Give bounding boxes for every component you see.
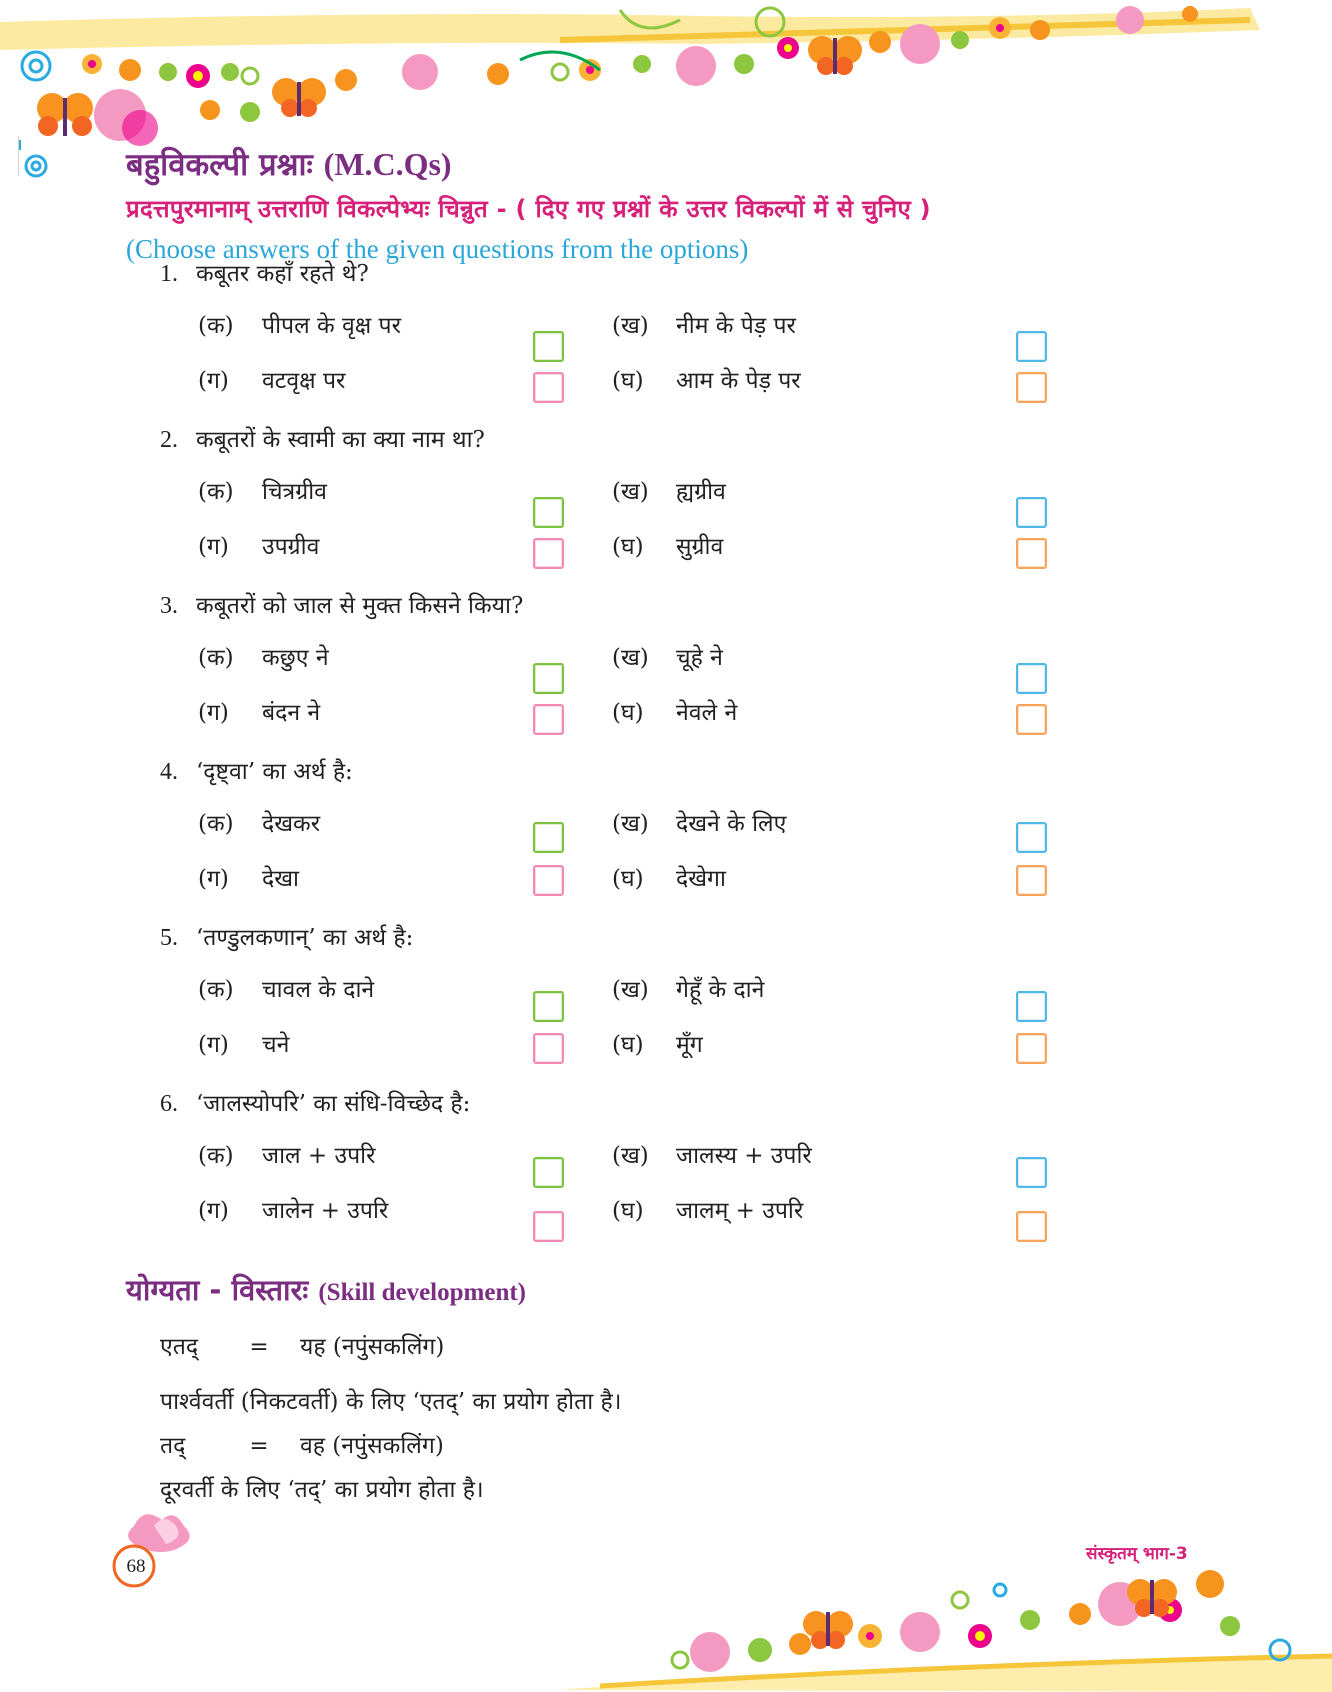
option-k (198, 474, 327, 506)
mcq-heading-hindi: बहुविकल्पी प्रश्नाः (126, 147, 313, 183)
answer-checkbox-gh[interactable] (1016, 704, 1047, 735)
option-g (198, 695, 320, 727)
book-label: संस्कृतम् भाग-3 (1086, 1544, 1188, 1564)
option-mark: (ख) (612, 479, 649, 505)
skill-term: एतद् (160, 1334, 199, 1360)
option-text: जालस्य + उपरि (676, 1143, 812, 1169)
question-text: ‘जालस्योपरि’ का संधि-विच्छेद है: (196, 1091, 471, 1117)
question-5 (160, 920, 413, 952)
question-text: कबूतरों को जाल से मुक्त किसने किया? (196, 593, 524, 619)
option-mark: (क) (198, 977, 234, 1003)
option-text: बंदन ने (262, 700, 321, 726)
answer-checkbox-kh[interactable] (1016, 822, 1047, 853)
answer-checkbox-k[interactable] (533, 1157, 564, 1188)
option-mark: (ग) (198, 534, 229, 560)
option-mark: (क) (198, 811, 234, 837)
answer-checkbox-k[interactable] (533, 822, 564, 853)
answer-checkbox-gh[interactable] (1016, 538, 1047, 569)
answer-checkbox-gh[interactable] (1016, 372, 1047, 403)
option-g (198, 1027, 289, 1059)
option-text: देखकर (262, 811, 321, 837)
answer-checkbox-gh[interactable] (1016, 865, 1047, 896)
skill-term: तद् (160, 1433, 186, 1459)
option-mark: (घ) (612, 700, 644, 726)
mcq-heading (126, 143, 452, 185)
skill-line-etad-usage: पार्श्ववर्ती (निकटवर्ती) के लिए ‘एतद्’ का प्रयोग होता है। (160, 1389, 622, 1415)
option-text: ह्यग्रीव (676, 479, 726, 505)
question-2 (160, 422, 485, 454)
option-text: कछुए ने (262, 645, 329, 671)
answer-checkbox-kh[interactable] (1016, 497, 1047, 528)
option-text: आम के पेड़ पर (676, 368, 801, 394)
question-text: ‘तण्डुलकणान्’ का अर्थ है: (196, 925, 414, 951)
option-mark: (ग) (198, 1198, 229, 1224)
option-gh (612, 1193, 803, 1225)
answer-checkbox-kh[interactable] (1016, 1157, 1047, 1188)
option-mark: (क) (198, 479, 234, 505)
answer-checkbox-kh[interactable] (1016, 663, 1047, 694)
skill-definition: वह (नपुंसकलिंग) (300, 1433, 444, 1459)
option-mark: (घ) (612, 1198, 644, 1224)
skill-heading-english: (Skill development) (318, 1279, 527, 1306)
option-text: चित्रग्रीव (262, 479, 327, 505)
option-k (198, 640, 329, 672)
option-text: देखेगा (676, 866, 726, 892)
question-1 (160, 256, 369, 288)
option-mark: (ख) (612, 645, 649, 671)
answer-checkbox-g[interactable] (533, 865, 564, 896)
question-3 (160, 588, 523, 620)
option-text: देखने के लिए (676, 811, 787, 837)
option-text: चूहे ने (676, 645, 723, 671)
option-text: जालम् + उपरि (676, 1198, 804, 1224)
answer-checkbox-gh[interactable] (1016, 1211, 1047, 1242)
bottom-decorative-banner (560, 1570, 1332, 1692)
option-text: चने (262, 1032, 290, 1058)
answer-checkbox-gh[interactable] (1016, 1033, 1047, 1064)
question-text: कबूतरों के स्वामी का क्या नाम था? (196, 427, 485, 453)
option-kh (612, 640, 723, 672)
option-mark: (घ) (612, 866, 644, 892)
option-k (198, 972, 374, 1004)
option-mark: (ग) (198, 700, 229, 726)
option-kh (612, 806, 786, 838)
option-text: सुग्रीव (676, 534, 724, 560)
option-text: गेहूँ के दाने (676, 977, 765, 1003)
question-text: ‘दृष्ट्वा’ का अर्थ है: (196, 759, 353, 785)
skill-line-tad (160, 1428, 444, 1460)
option-g (198, 1193, 388, 1225)
answer-checkbox-g[interactable] (533, 1033, 564, 1064)
question-number: 4. (160, 759, 178, 785)
question-4 (160, 754, 353, 786)
option-gh (612, 363, 801, 395)
skill-line-etad (160, 1329, 444, 1361)
option-text: जाल + उपरि (262, 1143, 376, 1169)
option-mark: (ग) (198, 368, 229, 394)
skill-definition: यह (नपुंसकलिंग) (300, 1334, 445, 1360)
butterfly-icon (37, 93, 93, 136)
skill-line-tad-usage: दूरवर्ती के लिए ‘तद्’ का प्रयोग होता है। (160, 1477, 484, 1503)
answer-checkbox-g[interactable] (533, 704, 564, 735)
option-g (198, 861, 299, 893)
option-k (198, 806, 320, 838)
option-kh (612, 1138, 812, 1170)
option-text: नेवले ने (676, 700, 738, 726)
option-text: उपग्रीव (262, 534, 320, 560)
option-mark: (घ) (612, 534, 644, 560)
option-mark: (क) (198, 645, 234, 671)
answer-checkbox-kh[interactable] (1016, 331, 1047, 362)
question-6 (160, 1086, 470, 1118)
page-number: 68 (126, 1556, 146, 1577)
option-mark: (ख) (612, 811, 649, 837)
answer-checkbox-k[interactable] (533, 663, 564, 694)
option-mark: (क) (198, 313, 234, 339)
option-mark: (क) (198, 1143, 234, 1169)
equals-sign: = (249, 1334, 269, 1360)
option-text: वटवृक्ष पर (262, 368, 346, 394)
option-mark: (ग) (198, 1032, 229, 1058)
answer-checkbox-g[interactable] (533, 538, 564, 569)
option-text: चावल के दाने (262, 977, 375, 1003)
question-number: 2. (160, 427, 178, 453)
question-number: 1. (160, 261, 178, 287)
option-g (198, 363, 345, 395)
skill-development-heading (126, 1270, 526, 1309)
question-text: कबूतर कहाँ रहते थे? (196, 261, 369, 287)
option-k (198, 308, 401, 340)
instruction-english: (Choose answers of the given questions from the options) (126, 234, 749, 264)
butterfly-icon (808, 36, 862, 75)
option-mark: (ख) (612, 1143, 649, 1169)
butterfly-icon (272, 78, 326, 117)
answer-checkbox-k[interactable] (533, 497, 564, 528)
answer-checkbox-g[interactable] (533, 1211, 564, 1242)
skill-heading-hindi: योग्यता - विस्तारः (126, 1273, 309, 1307)
option-text: पीपल के वृक्ष पर (262, 313, 402, 339)
option-mark: (घ) (612, 368, 644, 394)
option-mark: (ख) (612, 977, 649, 1003)
option-text: मूँग (676, 1032, 703, 1058)
option-text: नीम के पेड़ पर (676, 313, 796, 339)
option-k (198, 1138, 376, 1170)
option-mark: (ख) (612, 313, 649, 339)
question-number: 3. (160, 593, 178, 619)
option-g (198, 529, 319, 561)
answer-checkbox-kh[interactable] (1016, 991, 1047, 1022)
equals-sign: = (249, 1433, 269, 1459)
option-kh (612, 972, 764, 1004)
option-text: देखा (262, 866, 299, 892)
option-gh (612, 695, 737, 727)
option-text: जालेन + उपरि (262, 1198, 389, 1224)
mcq-heading-english: (M.C.Qs) (323, 146, 452, 182)
question-number: 5. (160, 925, 178, 951)
option-gh (612, 1027, 703, 1059)
option-mark: (ग) (198, 866, 229, 892)
option-mark: (घ) (612, 1032, 644, 1058)
answer-checkbox-g[interactable] (533, 372, 564, 403)
option-kh (612, 474, 726, 506)
question-number: 6. (160, 1091, 178, 1117)
option-gh (612, 861, 726, 893)
answer-checkbox-k[interactable] (533, 991, 564, 1022)
option-gh (612, 529, 723, 561)
answer-checkbox-k[interactable] (533, 331, 564, 362)
instruction-hindi: प्रदत्तपुरमानाम् उत्तराणि विकल्पेभ्यः चिन्नुत - ( दिए गए प्रश्नों के उत्तर विकल्पों में से चुनिए ) (126, 195, 931, 223)
option-kh (612, 308, 796, 340)
